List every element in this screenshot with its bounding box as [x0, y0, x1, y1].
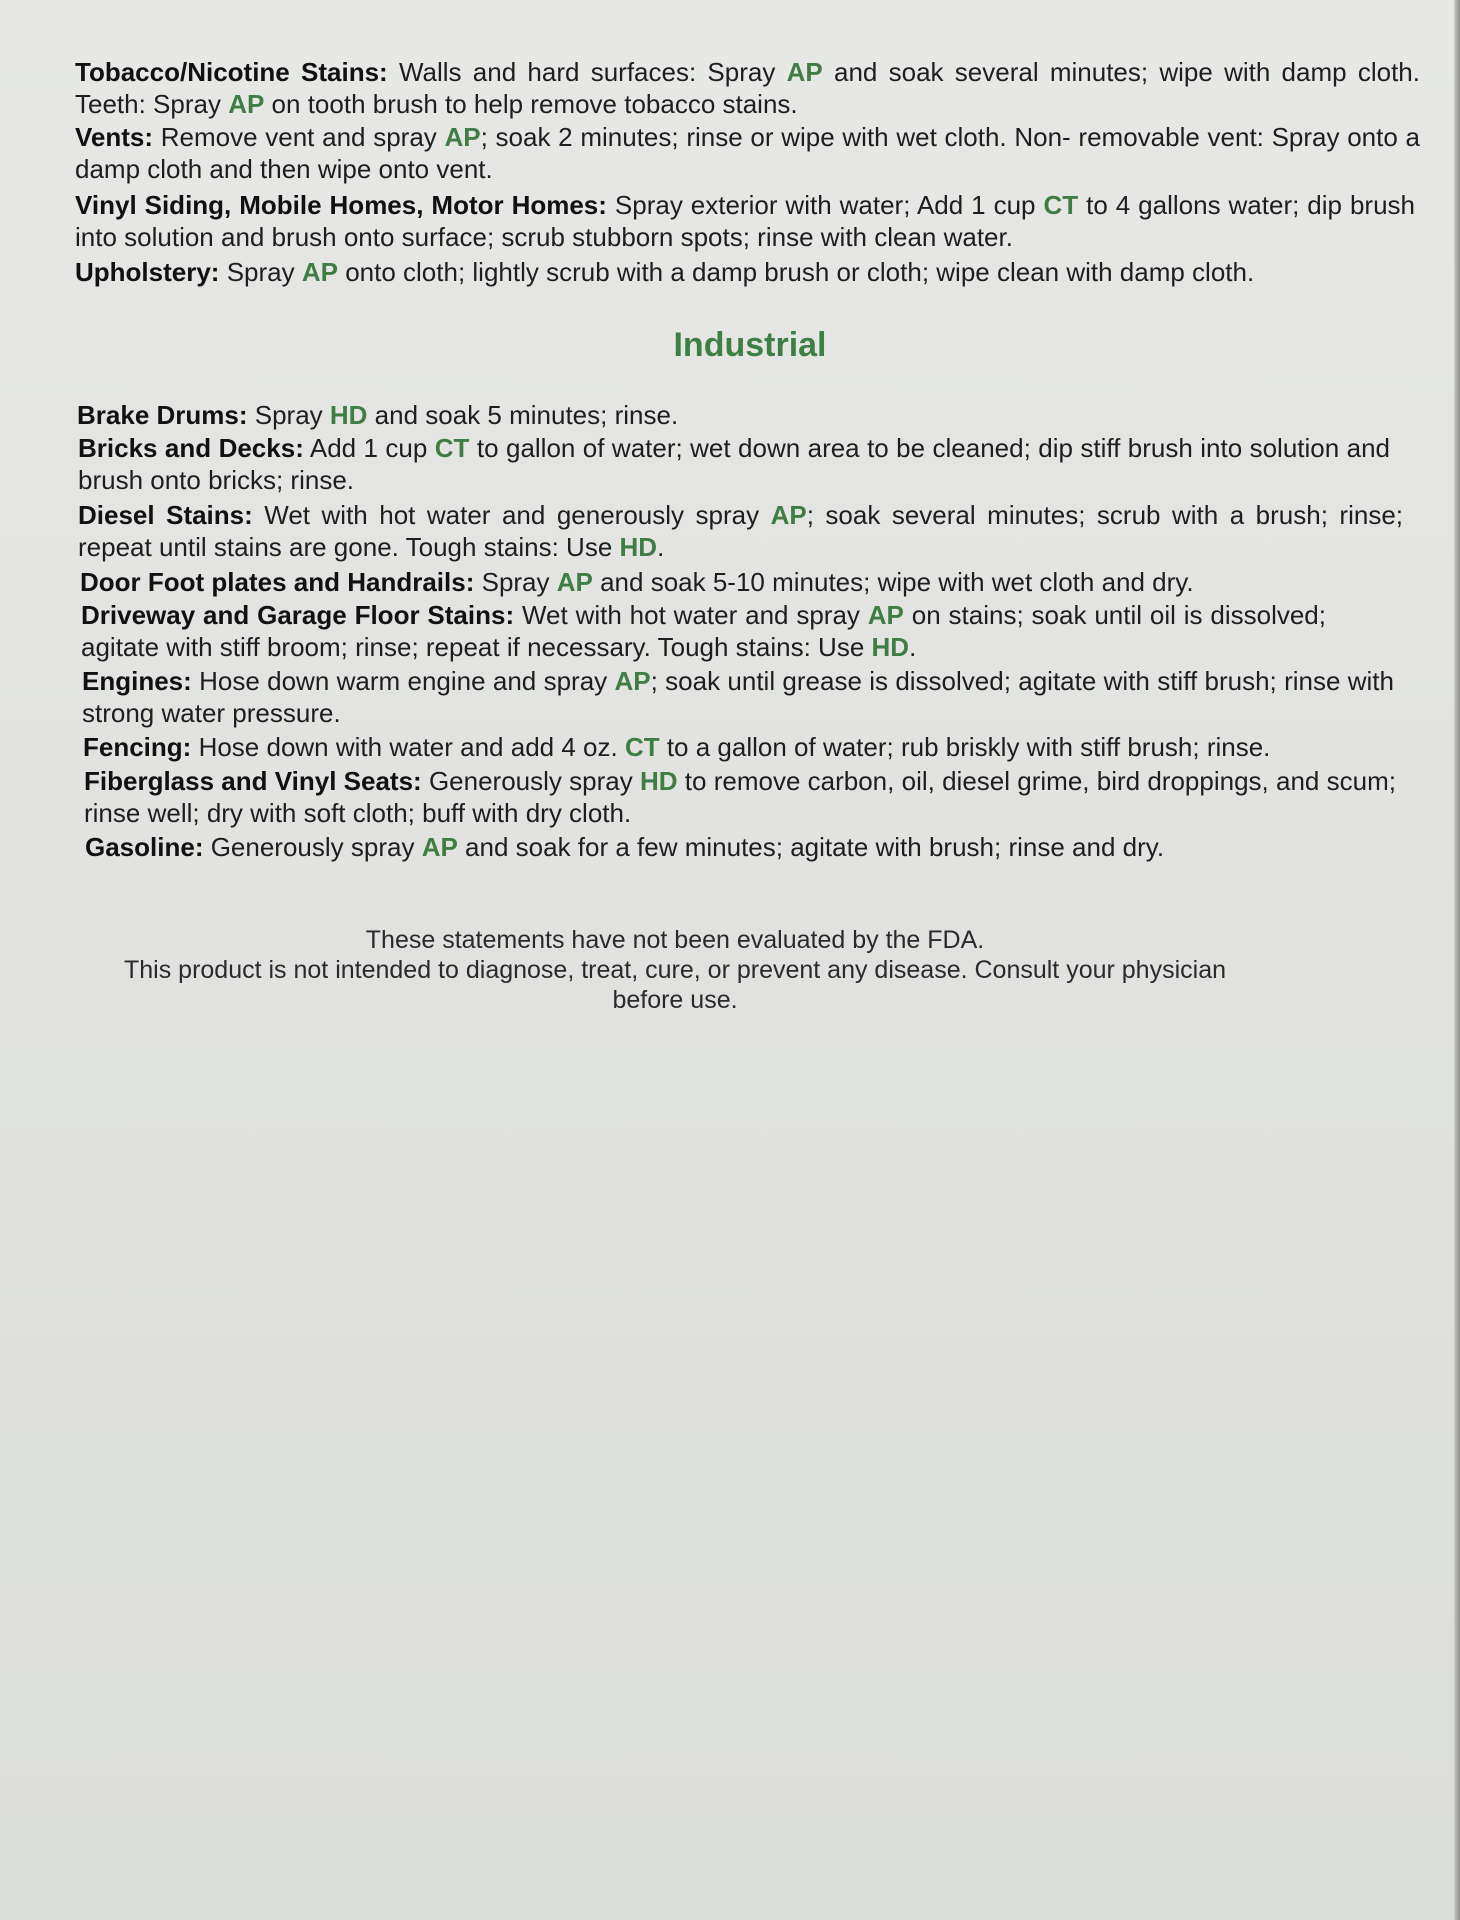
section-heading-industrial: Industrial	[673, 326, 827, 364]
entry-text: onto cloth; lightly scrub with a damp brush or cloth; wipe clean with damp cloth.	[337, 257, 1255, 287]
entry-text: Spray	[474, 567, 557, 597]
entry-fencing	[83, 731, 1403, 763]
entry-term: Tobacco/Nicotine Stains:	[75, 57, 388, 87]
product-code: AP	[228, 89, 265, 119]
entry-term: Upholstery:	[75, 257, 220, 287]
entry-fiberglass-vinyl-seats	[84, 765, 1396, 829]
entry-text: and soak 5-10 minutes; wipe with wet cloth and dry.	[592, 567, 1194, 597]
entry-text: ; soak until grease is dissolved; agitate with stiff brush; rinse with strong water pressure.	[82, 666, 1394, 728]
entry-text: Generously spray	[421, 766, 640, 796]
product-code: HD	[871, 632, 910, 662]
entry-text: Hose down warm engine and spray	[191, 666, 615, 696]
entry-term: Fiberglass and Vinyl Seats:	[84, 766, 422, 796]
entry-bricks-and-decks	[78, 432, 1390, 496]
entry-engines	[82, 665, 1394, 729]
entry-term: Bricks and Decks:	[78, 433, 304, 463]
product-code: AP	[867, 600, 904, 630]
entry-text: Spray exterior with water; Add 1 cup	[606, 190, 1044, 220]
entry-text: and soak for a few minutes; agitate with brush; rinse and dry.	[457, 832, 1165, 862]
product-code: CT	[434, 433, 470, 463]
product-code: AP	[421, 832, 458, 862]
entry-term: Driveway and Garage Floor Stains:	[81, 600, 515, 630]
product-code: AP	[614, 666, 651, 696]
entry-text: to gallon of water; wet down area to be cleaned; dip stiff brush into solution and brush onto bricks; rinse.	[78, 433, 1391, 495]
product-code: HD	[329, 400, 368, 430]
entry-text: Wet with hot water and spray	[514, 600, 868, 630]
entry-gasoline	[85, 831, 1405, 863]
entry-brake-drums	[77, 399, 1397, 431]
entry-door-foot-plates	[80, 566, 1400, 598]
entry-text: Wet with hot water and generously spray	[252, 500, 771, 530]
entry-term: Gasoline:	[85, 832, 204, 862]
entry-text: Add 1 cup	[303, 433, 435, 463]
entry-text: .	[909, 632, 917, 662]
product-code: CT	[1043, 190, 1079, 220]
entry-vinyl-siding	[75, 189, 1415, 253]
entry-diesel-stains	[78, 499, 1403, 563]
product-code: AP	[770, 500, 807, 530]
entry-upholstery	[75, 256, 1420, 288]
product-code: AP	[786, 57, 823, 87]
disclaimer-line-2: This product is not intended to diagnose, treat, cure, or prevent any disease. Consult your physician before use.	[123, 956, 1226, 1014]
entry-text: ; soak 2 minutes; rinse or wipe with wet cloth. Non- removable vent: Spray onto a damp cloth and then wipe onto vent.	[75, 122, 1420, 184]
entry-term: Brake Drums:	[77, 400, 248, 430]
entry-term: Engines:	[82, 666, 192, 696]
product-code: HD	[619, 532, 658, 562]
entry-text: to 4 gallons water; dip brush into solution and brush onto surface; scrub stubborn spots; rinse with clean water.	[75, 190, 1415, 252]
entry-vents	[75, 121, 1420, 185]
entry-tobacco-nicotine	[75, 56, 1420, 120]
entry-text: and soak 5 minutes; rinse.	[367, 400, 679, 430]
fda-disclaimer	[70, 925, 1280, 1015]
product-code: AP	[556, 567, 593, 597]
entry-text: and soak several minutes; wipe with damp cloth. Teeth: Spray	[75, 57, 1420, 119]
entry-text: .	[657, 532, 665, 562]
entry-term: Diesel Stains:	[78, 500, 253, 530]
entry-term: Door Foot plates and Handrails:	[80, 567, 475, 597]
entry-text: ; soak several minutes; scrub with a brush; rinse; repeat until stains are gone. Tough stains: Use	[78, 500, 1403, 562]
product-code: AP	[301, 257, 338, 287]
entry-term: Vinyl Siding, Mobile Homes, Motor Homes:	[75, 190, 607, 220]
product-code: CT	[624, 732, 660, 762]
entry-term: Vents:	[75, 122, 154, 152]
entry-text: Spray	[247, 400, 330, 430]
product-code: AP	[444, 122, 481, 152]
entry-driveway-garage	[81, 599, 1326, 663]
entry-text: Hose down with water and add 4 oz.	[191, 732, 625, 762]
entry-term: Fencing:	[83, 732, 192, 762]
product-code: HD	[639, 766, 678, 796]
entry-text: on tooth brush to help remove tobacco stains.	[264, 89, 798, 119]
paper-edge	[1454, 0, 1460, 1920]
entry-text: on stains; soak until oil is dissolved; agitate with stiff broom; rinse; repeat if necessary. Tough stains: Use	[81, 600, 1326, 662]
disclaimer-line-1: These statements have not been evaluated by the FDA.	[365, 926, 985, 954]
entry-text: to a gallon of water; rub briskly with stiff brush; rinse.	[659, 732, 1271, 762]
entry-text: Walls and hard surfaces: Spray	[387, 57, 787, 87]
entry-text: Remove vent and spray	[153, 122, 445, 152]
entry-text: Generously spray	[203, 832, 422, 862]
entry-text: Spray	[219, 257, 302, 287]
entry-text: to remove carbon, oil, diesel grime, bird droppings, and scum; rinse well; dry with soft cloth; buff with dry cloth.	[84, 766, 1396, 828]
